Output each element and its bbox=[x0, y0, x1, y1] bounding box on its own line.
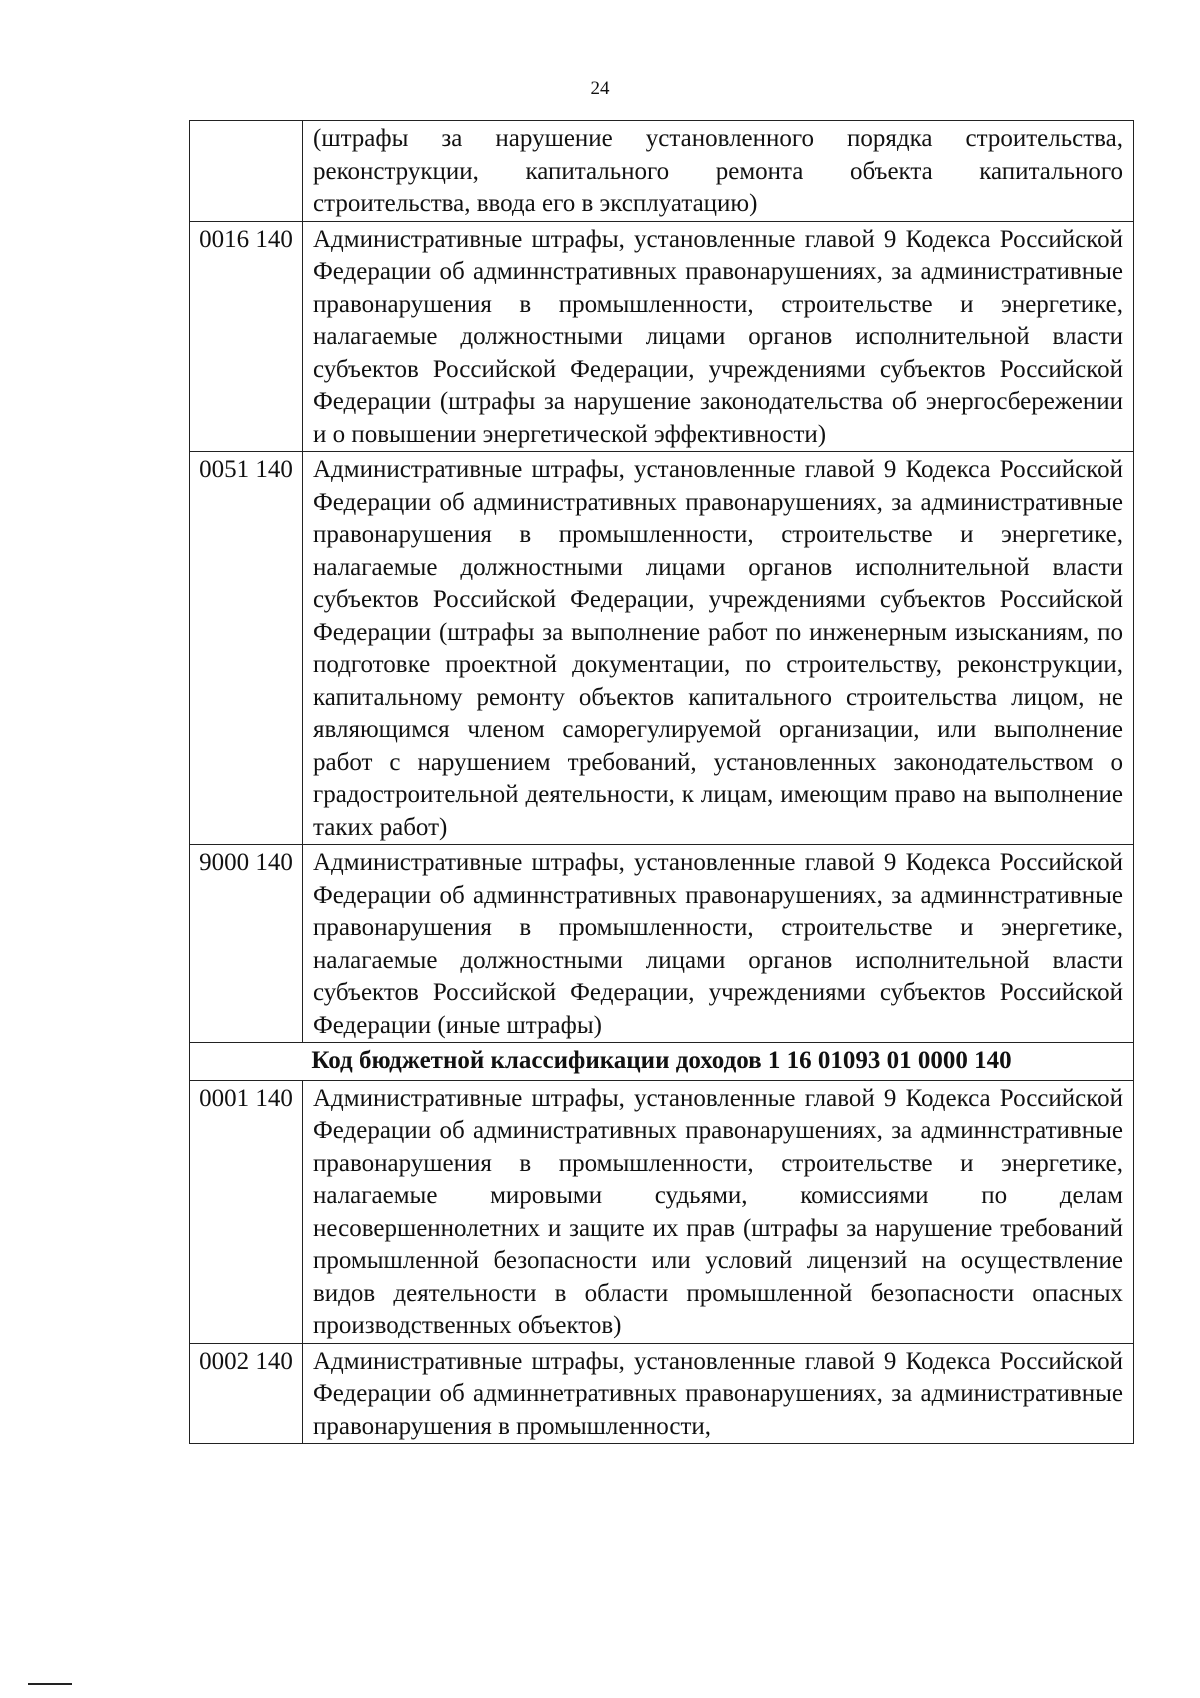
code-cell: 0001 140 bbox=[190, 1080, 303, 1343]
code-cell: 0002 140 bbox=[190, 1343, 303, 1444]
description-cell: Административные штрафы, установленные главой 9 Кодекса Российской Федерации об админнетративных правонарушениях, за административные правонарушения в промышленности, bbox=[303, 1343, 1134, 1444]
code-cell: 0051 140 bbox=[190, 452, 303, 845]
table-row bbox=[190, 452, 1134, 845]
table-row bbox=[190, 121, 1134, 222]
description-cell: Административные штрафы, установленные главой 9 Кодекса Российской Федерации об админнстративных правонарушениях, за админнстративные правонарушения в промышленности, строительстве и энергетике, налагаемые должностными лицами органов исполнительной власти субъектов Российской Федерации, учреждениями субъектов Российской Федерации (иные штрафы) bbox=[303, 845, 1134, 1043]
description-cell: Административные штрафы, установленные главой 9 Кодекса Российской Федерации об административных правонарушениях, за админнстративные правонарушения в промышленности, строительстве и энергетике, налагаемые мировыми судьями, комиссиями по делам несовершеннолетних и защите их прав (штрафы за нарушение требований промышленной безопасности или условий лицензий на осуществление видов деятельности в области промышленной безопасности опасных производственных объектов) bbox=[303, 1080, 1134, 1343]
budget-code-table bbox=[189, 120, 1134, 1444]
table-row bbox=[190, 1080, 1134, 1343]
table-row bbox=[190, 221, 1134, 452]
description-cell: Административные штрафы, установленные главой 9 Кодекса Российской Федерации об административных правонарушениях, за административные правонарушения в промышленности, строительстве и энергетике, налагаемые должностными лицами органов исполнительной власти субъектов Российской Федерации, учреждениями субъектов Российской Федерации (штрафы за выполнение работ по инженерным изысканиям, по подготовке проектной документации, по строительству, реконструкции, капитальному ремонту объектов капитального строительства лицом, не являющимся членом саморегулируемой организации, или выполнение работ с нарушением требований, установленных законодательством о градостроительной деятельности, к лицам, имеющим право на выполнение таких работ) bbox=[303, 452, 1134, 845]
code-cell bbox=[190, 121, 303, 222]
description-cell: (штрафы за нарушение установленного порядка строительства, реконструкции, капитального ремонта объекта капитального строительства, ввода его в эксплуатацию) bbox=[303, 121, 1134, 222]
table-row bbox=[190, 1343, 1134, 1444]
page-number: 24 bbox=[590, 78, 610, 99]
description-cell: Административные штрафы, установленные главой 9 Кодекса Российской Федерации об админнстративных правонарушениях, за административные правонарушения в промышленности, строительстве и энергетике, налагаемые должностными лицами органов исполнительной власти субъектов Российской Федерации, учреждениями субъектов Российской Федерации (штрафы за нарушение законодательства об энергосбережении и о повышении энергетической эффективности) bbox=[303, 221, 1134, 452]
section-heading-row bbox=[190, 1043, 1134, 1081]
footnote-divider bbox=[28, 1683, 72, 1685]
table-row bbox=[190, 845, 1134, 1043]
code-cell: 9000 140 bbox=[190, 845, 303, 1043]
section-heading: Код бюджетной классификации доходов 1 16 01093 01 0000 140 bbox=[190, 1043, 1134, 1081]
code-cell: 0016 140 bbox=[190, 221, 303, 452]
